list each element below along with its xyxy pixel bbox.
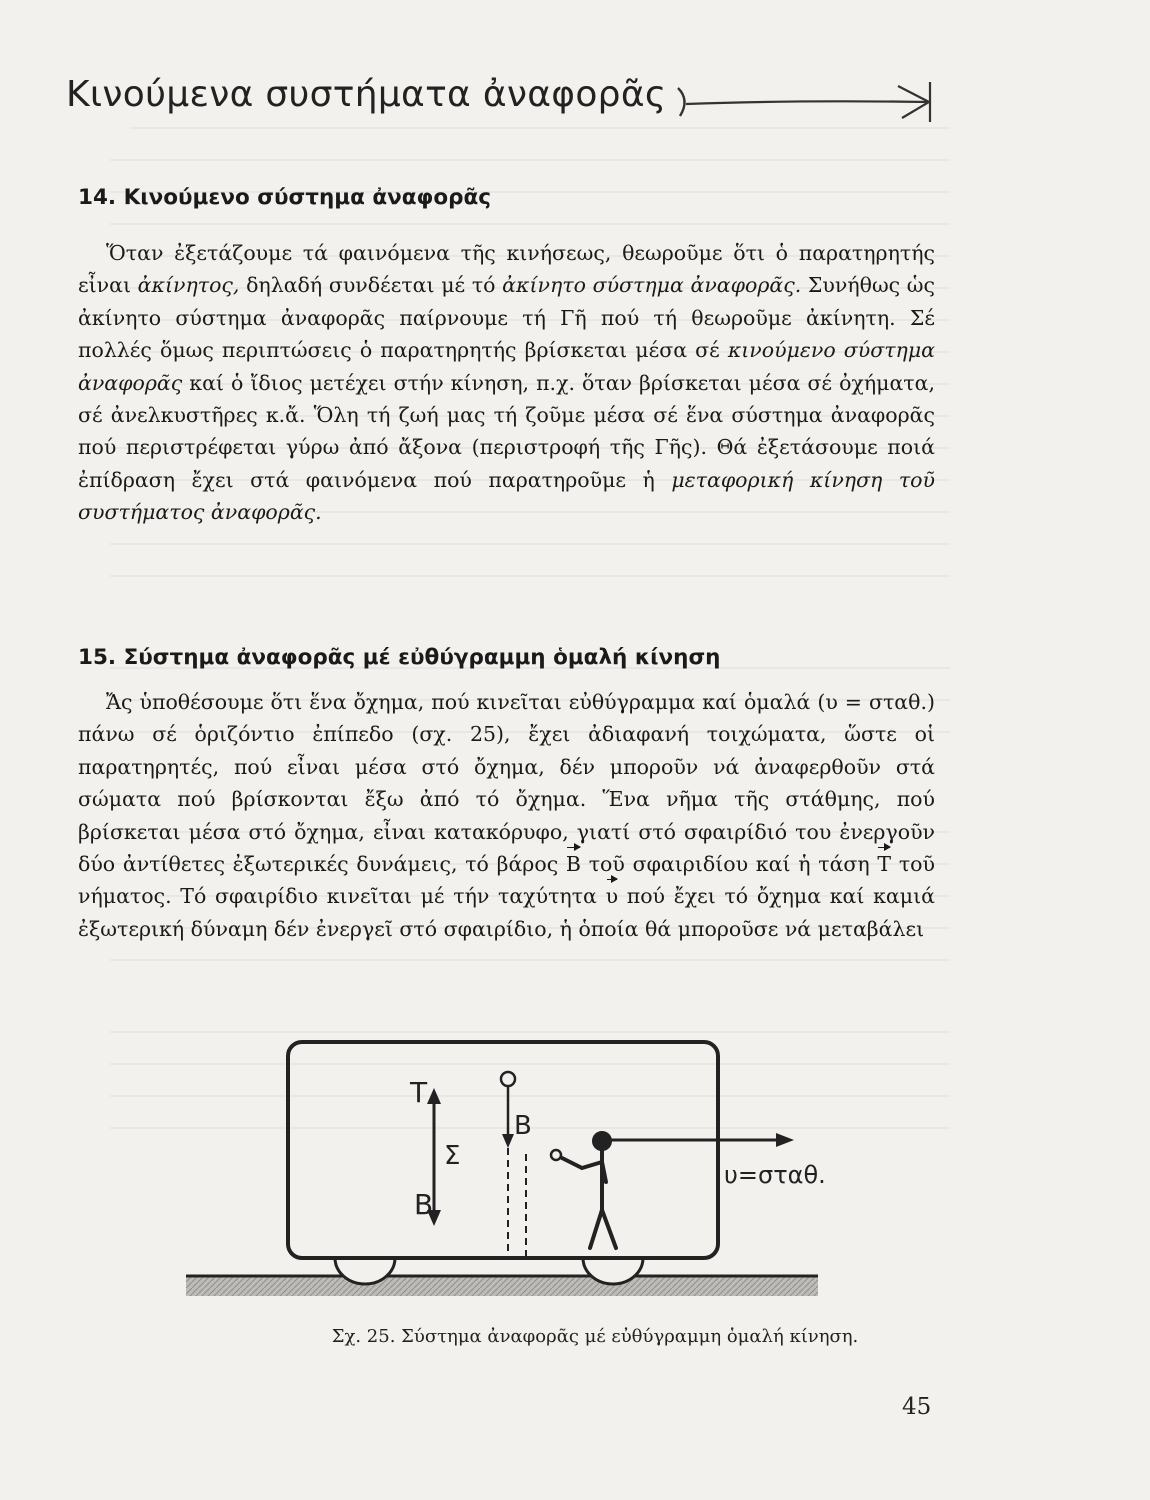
label-Sigma: Σ — [444, 1141, 461, 1171]
section-15-heading: 15. Σύστημα ἀναφορᾶς μέ εὐθύγραμμη ὁμαλή κίνηση — [78, 645, 721, 670]
title-arrow-decoration — [676, 78, 941, 128]
vector-v: υ — [606, 880, 618, 912]
plumb-bob — [551, 1150, 561, 1160]
vector-T: T — [877, 848, 891, 880]
section-15-paragraph: Ἄς ὑποθέσουμε ὅτι ἕνα ὄχημα, πού κινεῖται εὐθύγραμμα καί ὁμαλά (υ = σταθ.) πάνω σέ ὁριζόντιο ἐπίπεδο (σχ. 25), ἔχει ἀδιαφανή τοιχώματα, ὥστε οἱ παρατηρητές, πού εἶναι μέσα στό ὄχημα, δέν μποροῦν νά ἀναφερθοῦν στά σώματα πού βρίσκονται ἔξω ἀπό τό ὄχημα. Ἕνα νῆμα τῆς στάθμης, πού βρίσκεται μέσα στό ὄχημα, εἶναι κατακόρυφο, γιατί στό σφαιρίδιό του ἐνεργοῦν δύο ἀντίθετες ἐξωτερικές δυνάμεις, τό βάρος B τοῦ σφαιριδίου καί ἡ τάση T τοῦ νήματος. Τό σφαιρίδιο κινεῖται μέ τήν ταχύτητα υ πού ἔχει τό ὄχημα καί καμιά ἐξωτερική δύναμη δέν ἐνεργεῖ στό σφαιρίδιο, ἡ ὁποία θά μποροῦσε νά μεταβάλει — [78, 690, 935, 941]
velocity-label: υ=σταθ. — [724, 1161, 826, 1189]
observer-figure — [562, 1133, 616, 1248]
label-T: T — [410, 1076, 428, 1109]
section-14-heading: 14. Κινούμενο σύστημα ἀναφορᾶς — [78, 185, 492, 210]
figure-caption: Σχ. 25. Σύστημα ἀναφορᾶς μέ εὐθύγραμμη ὁμαλή κίνηση. — [331, 1326, 859, 1347]
page-number: 45 — [902, 1394, 932, 1420]
figure-25-vehicle-diagram — [180, 1030, 880, 1320]
label-B-left: B — [414, 1188, 434, 1221]
section-14-paragraph: Ὅταν ἐξετάζουμε τά φαινόμενα τῆς κινήσεως, θεωροῦμε ὅτι ὁ παρατηρητής εἶναι ἀκίνητος, δηλαδή συνδέεται μέ τό ἀκίνητο σύστημα ἀναφορᾶς. Συνήθως ὡς ἀκίνητο σύστημα ἀναφορᾶς παίρνουμε τή Γῆ πού τή θεωροῦμε ἀκίνητη. Σέ πολλές ὅμως περιπτώσεις ὁ παρατηρητής βρίσκεται μέσα σέ κινούμενο σύστημα ἀναφορᾶς καί ὁ ἴδιος μετέχει στήν κίνηση, π.χ. ὅταν βρίσκεται μέσα σέ ὀχήματα, σέ ἀνελκυστῆρες κ.ἄ. Ὅλη τή ζωή μας τή ζοῦμε μέσα σέ ἕνα σύστημα ἀναφορᾶς πού περιστρέφεται γύρω ἀπό ἄξονα (περιστροφή τῆς Γῆς). Θά ἐξετάσουμε ποιά ἐπίδραση ἔχει στά φαινόμενα πού παρατηροῦμε ἡ μεταφορική κίνηση τοῦ συστήματος ἀναφορᾶς. — [78, 241, 936, 525]
pivot-point — [501, 1072, 515, 1086]
chapter-title: Κινούμενα συστήματα ἀναφορᾶς — [66, 74, 667, 115]
vector-B: B — [566, 848, 581, 880]
bleed-through-texture — [70, 70, 1080, 1170]
label-B-bob: B — [514, 1111, 532, 1141]
ground-surface — [186, 1276, 818, 1296]
